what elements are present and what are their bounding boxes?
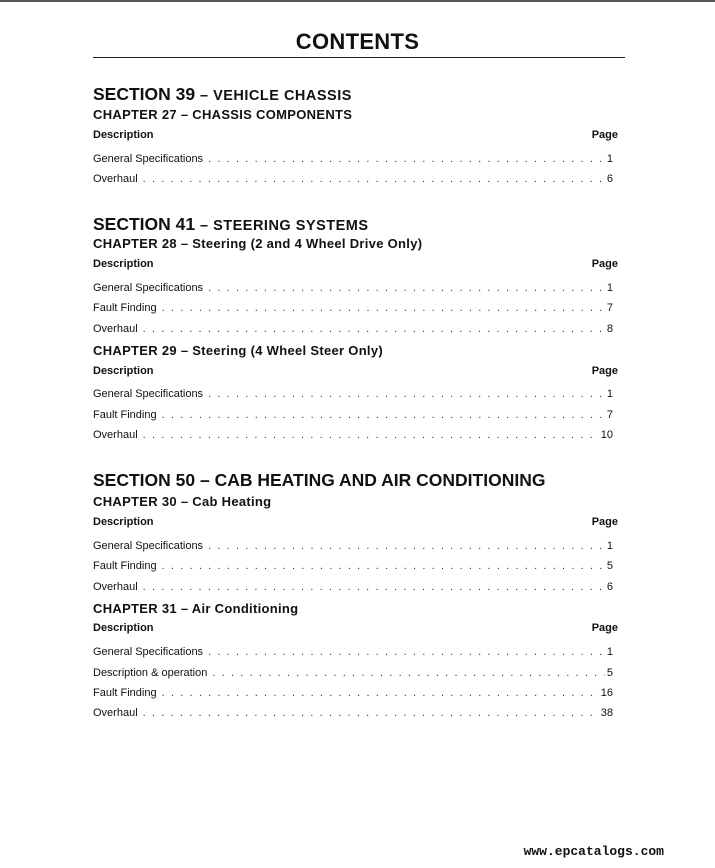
entry-label: Fault Finding xyxy=(93,302,157,314)
toc-entry[interactable] xyxy=(93,302,613,317)
description-header: Description xyxy=(93,365,154,377)
entry-page: 8 xyxy=(606,323,613,335)
description-header: Description xyxy=(93,258,154,270)
column-header xyxy=(93,365,618,380)
section-name: – CAB HEATING AND AIR CONDITIONING xyxy=(200,470,546,490)
toc-entry[interactable] xyxy=(93,707,613,722)
entry-label: General Specifications xyxy=(93,388,204,400)
entry-label: Fault Finding xyxy=(93,560,157,572)
toc-entry[interactable] xyxy=(93,409,613,424)
dot-leader xyxy=(208,282,605,294)
page-header: Page xyxy=(591,516,618,528)
entry-page: 16 xyxy=(600,687,613,699)
dot-leader xyxy=(162,409,605,421)
entry-label: Overhaul xyxy=(93,581,138,593)
toc-entry[interactable] xyxy=(93,282,613,297)
description-header: Description xyxy=(93,516,154,528)
entry-page: 1 xyxy=(606,646,613,658)
toc-entry[interactable] xyxy=(93,153,613,168)
column-header xyxy=(93,129,618,144)
dot-leader xyxy=(208,540,605,552)
entry-label: General Specifications xyxy=(93,153,204,165)
dot-leader xyxy=(143,581,605,593)
entry-page: 5 xyxy=(606,667,613,679)
section-heading-41 xyxy=(93,214,369,235)
chapter-heading-31: CHAPTER 31 – Air Conditioning xyxy=(93,601,299,616)
entry-label: General Specifications xyxy=(93,540,204,552)
section-number: SECTION 50 xyxy=(93,470,196,490)
entry-label: Overhaul xyxy=(93,707,138,719)
section-name: – VEHICLE CHASSIS xyxy=(200,88,352,104)
toc-entry[interactable] xyxy=(93,687,613,702)
top-border xyxy=(0,0,715,2)
footer-watermark: www.epcatalogs.com xyxy=(523,844,664,859)
entry-page: 6 xyxy=(606,173,613,185)
title-rule xyxy=(93,57,625,58)
page-title: CONTENTS xyxy=(295,29,420,54)
dot-leader xyxy=(143,323,605,335)
dot-leader xyxy=(143,173,605,185)
chapter-heading-27: CHAPTER 27 – CHASSIS COMPONENTS xyxy=(93,107,353,122)
toc-entry[interactable] xyxy=(93,540,613,555)
dot-leader xyxy=(162,302,605,314)
entry-label: Description & operation xyxy=(93,667,208,679)
dot-leader xyxy=(143,429,599,441)
toc-entry[interactable] xyxy=(93,323,613,338)
entry-page: 1 xyxy=(606,388,613,400)
section-number: SECTION 39 xyxy=(93,84,196,104)
entry-page: 38 xyxy=(600,707,613,719)
page-header: Page xyxy=(591,258,618,270)
entry-label: Overhaul xyxy=(93,429,138,441)
toc-entry[interactable] xyxy=(93,560,613,575)
entry-page: 6 xyxy=(606,581,613,593)
chapter-heading-28: CHAPTER 28 – Steering (2 and 4 Wheel Drive Only) xyxy=(93,236,423,251)
entry-page: 7 xyxy=(606,409,613,421)
toc-entry[interactable] xyxy=(93,388,613,403)
entry-page: 10 xyxy=(600,429,613,441)
dot-leader xyxy=(208,646,605,658)
page-header: Page xyxy=(591,129,618,141)
entry-page: 5 xyxy=(606,560,613,572)
entry-page: 1 xyxy=(606,153,613,165)
chapter-heading-29: CHAPTER 29 – Steering (4 Wheel Steer Only) xyxy=(93,343,384,358)
column-header xyxy=(93,516,618,531)
entry-label: General Specifications xyxy=(93,282,204,294)
dot-leader xyxy=(212,667,605,679)
entry-page: 1 xyxy=(606,540,613,552)
toc-entry[interactable] xyxy=(93,646,613,661)
entry-page: 7 xyxy=(606,302,613,314)
entry-label: Fault Finding xyxy=(93,687,157,699)
toc-entry[interactable] xyxy=(93,429,613,444)
dot-leader xyxy=(162,560,605,572)
toc-entry[interactable] xyxy=(93,667,613,682)
dot-leader xyxy=(143,707,599,719)
toc-entry[interactable] xyxy=(93,581,613,596)
description-header: Description xyxy=(93,129,154,141)
dot-leader xyxy=(208,153,605,165)
section-heading-39 xyxy=(93,84,352,105)
entry-label: Overhaul xyxy=(93,323,138,335)
description-header: Description xyxy=(93,622,154,634)
entry-label: Fault Finding xyxy=(93,409,157,421)
section-heading-50 xyxy=(93,470,545,491)
column-header xyxy=(93,258,618,273)
page-header: Page xyxy=(591,365,618,377)
toc-entry[interactable] xyxy=(93,173,613,188)
dot-leader xyxy=(162,687,599,699)
section-number: SECTION 41 xyxy=(93,214,196,234)
entry-label: General Specifications xyxy=(93,646,204,658)
section-name: – STEERING SYSTEMS xyxy=(200,218,369,234)
dot-leader xyxy=(208,388,605,400)
page-header: Page xyxy=(591,622,618,634)
entry-page: 1 xyxy=(606,282,613,294)
entry-label: Overhaul xyxy=(93,173,138,185)
chapter-heading-30: CHAPTER 30 – Cab Heating xyxy=(93,494,272,509)
column-header xyxy=(93,622,618,637)
